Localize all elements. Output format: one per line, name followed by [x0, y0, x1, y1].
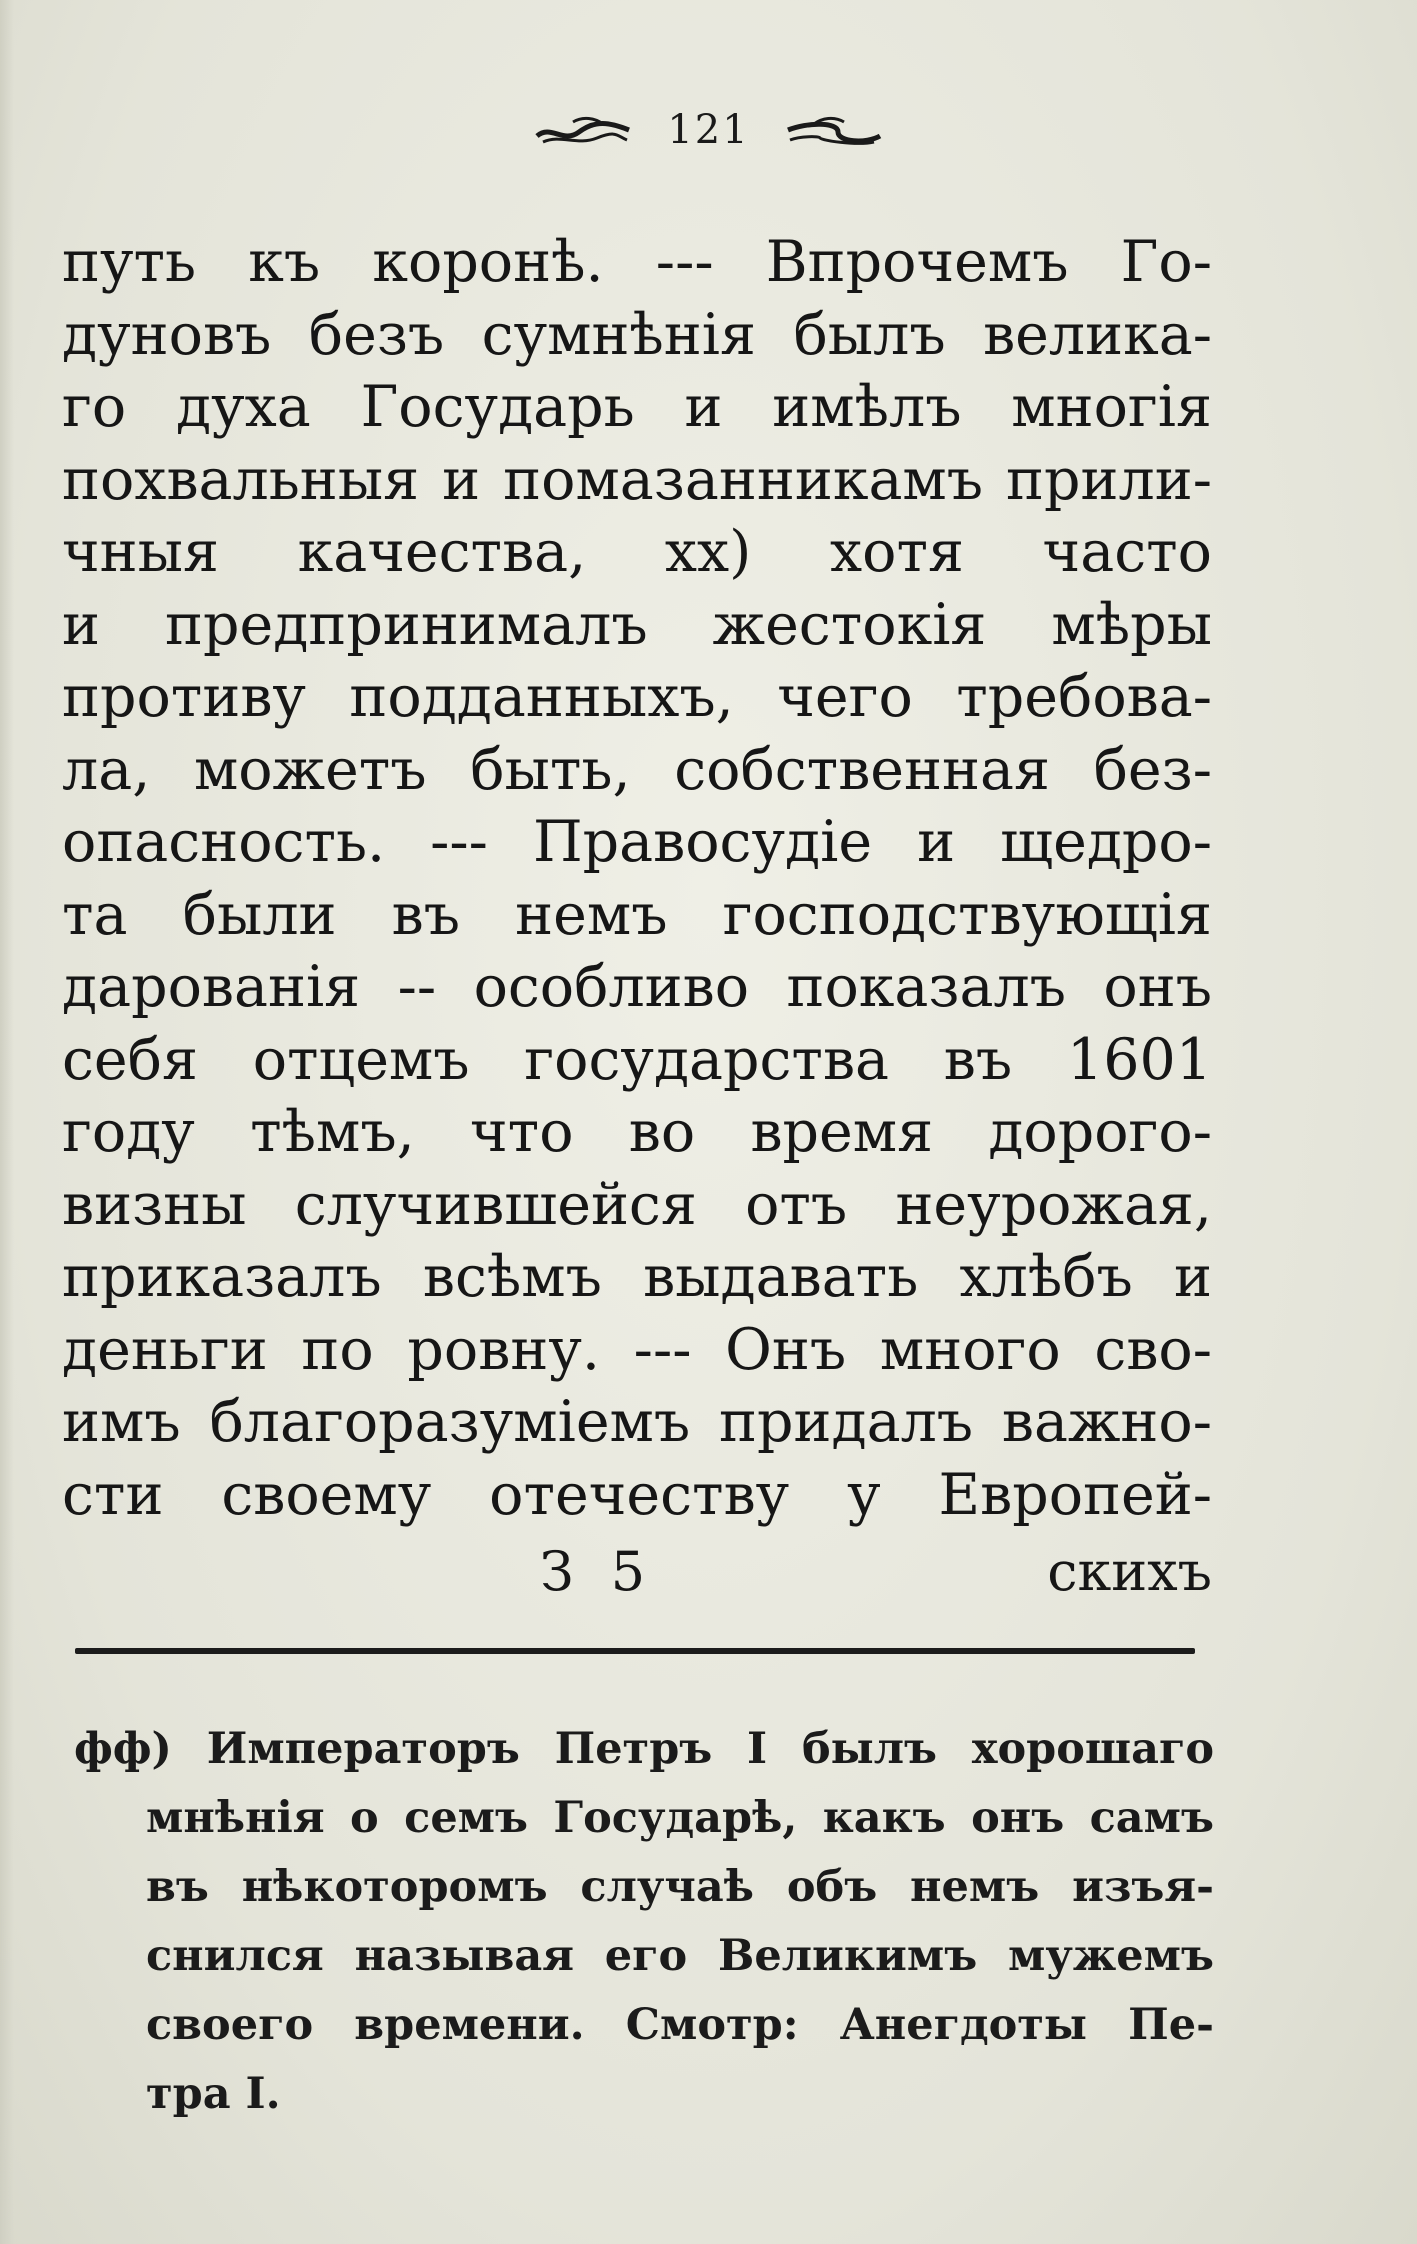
text-line: приказалъ всѣмъ выдавать хлѣбъ и: [62, 1244, 1212, 1310]
text-line: похвальныя и помазанникамъ прили-: [62, 446, 1212, 513]
page-edge-shadow: [0, 0, 14, 2244]
footnote-line: фф) Императоръ Петръ I былъ хорошаго: [74, 1724, 1214, 1774]
text-line: го духа Государь и имѣлъ многія: [62, 374, 1212, 440]
text-line: противу подданныхъ, чего требова-: [62, 664, 1212, 730]
text-line: и предпринималъ жестокія мѣры: [62, 591, 1212, 658]
right-ornament-icon: [784, 110, 884, 150]
text-line: себя отцемъ государства въ 1601: [62, 1026, 1212, 1093]
footnote-divider: [75, 1648, 1195, 1654]
text-line: дарованія -- особливо показалъ онъ: [62, 954, 1212, 1020]
main-text-block: [62, 226, 1212, 1531]
text-line: путь къ коронѣ. --- Впрочемъ Го-: [62, 229, 1212, 295]
footnote-line: снился называя его Великимъ мужемъ: [146, 1931, 1214, 1981]
footnote-line: своего времени. Смотр: Анегдоты Пе-: [146, 2000, 1214, 2050]
text-line: имъ благоразуміемъ придалъ важно-: [62, 1389, 1212, 1455]
footnote-line: въ нѣкоторомъ случаѣ объ немъ изъя-: [146, 1862, 1214, 1912]
running-header: [0, 104, 1417, 174]
footnote-line: тра I.: [146, 2069, 281, 2119]
text-line: сти своему отечеству у Европей-: [62, 1461, 1212, 1528]
left-ornament-icon: [533, 110, 633, 150]
text-line: году тѣмъ, что во время дорого-: [62, 1099, 1212, 1165]
text-line: визны случившейся отъ неурожая,: [62, 1171, 1212, 1238]
footnote-line: мнѣнія о семъ Государѣ, какъ онъ самъ: [146, 1793, 1214, 1843]
catchword: скихъ: [1047, 1540, 1212, 1603]
text-line: ла, можетъ быть, собственная без-: [62, 736, 1212, 803]
text-line: деньги по ровну. --- Онъ много сво-: [62, 1316, 1212, 1383]
text-line: та были въ немъ господствующія: [62, 881, 1212, 948]
page-number: 121: [667, 107, 750, 153]
text-line: дуновъ безъ сумнѣнія былъ велика-: [62, 301, 1212, 368]
footnote-block: [74, 1715, 1214, 2129]
text-line: опасность. --- Правосудіе и щедро-: [62, 809, 1212, 875]
signature-mark: З 5: [540, 1540, 656, 1603]
text-line: чныя качества, хх) хотя часто: [62, 519, 1212, 585]
